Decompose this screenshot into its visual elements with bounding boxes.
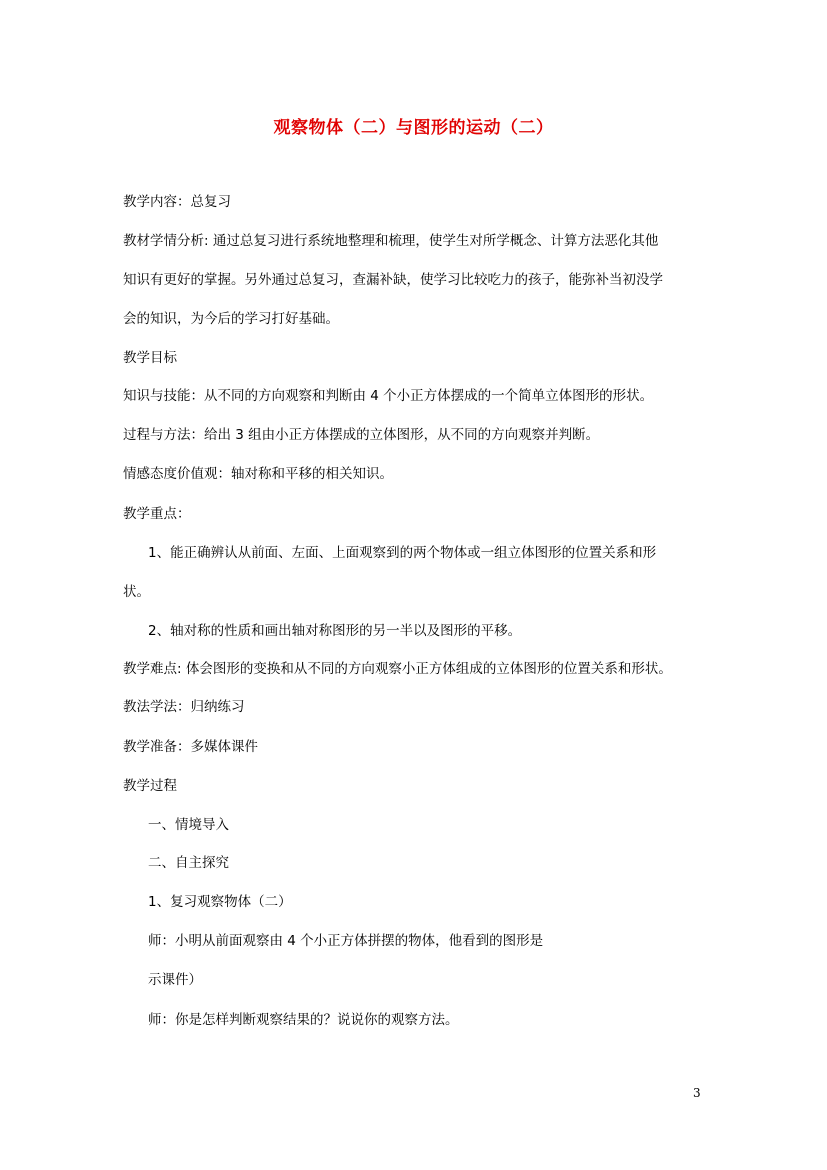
text-line: 教学内容：总复习 xyxy=(123,194,231,210)
text-line: 教学过程 xyxy=(123,778,177,794)
text-line: 一、情境导入 xyxy=(148,817,229,833)
text-line: 教材学情分析: 通过总复习进行系统地整理和梳理，使学生对所学概念、计算方法恶化其他 xyxy=(123,233,659,249)
page-number: 3 xyxy=(693,1086,701,1100)
text-line: 教法学法：归纳练习 xyxy=(123,699,245,715)
text-line: 情感态度价值观：轴对称和平移的相关知识。 xyxy=(123,466,393,482)
text-line: 知识与技能：从不同的方向观察和判断由 4 个小正方体摆成的一个简单立体图形的形状。 xyxy=(123,388,654,404)
text-line: 教学准备：多媒体课件 xyxy=(123,739,258,755)
text-line: 1、能正确辨认从前面、左面、上面观察到的两个物体或一组立体图形的位置关系和形 xyxy=(148,545,657,561)
text-line: 师：小明从前面观察由 4 个小正方体拼摆的物体，他看到的图形是 xyxy=(148,933,544,949)
text-line: 二、自主探究 xyxy=(148,855,229,871)
text-line: 1、复习观察物体（二） xyxy=(148,894,292,910)
text-line: 示课件） xyxy=(148,972,202,988)
text-line: 状。 xyxy=(123,584,150,600)
text-line: 教学目标 xyxy=(123,350,177,366)
text-line: 教学重点： xyxy=(123,506,191,522)
document-title: 观察物体（二）与图形的运动（二） xyxy=(273,118,554,138)
text-line: 师：你是怎样判断观察结果的？说说你的观察方法。 xyxy=(148,1012,459,1028)
text-line: 知识有更好的掌握。另外通过总复习，查漏补缺，使学习比较吃力的孩子，能弥补当初没学 xyxy=(123,272,663,288)
text-line: 教学难点: 体会图形的变换和从不同的方向观察小正方体组成的立体图形的位置关系和形状。 xyxy=(123,661,672,677)
text-line: 会的知识，为今后的学习打好基础。 xyxy=(123,311,339,327)
text-line: 2、轴对称的性质和画出轴对称图形的另一半以及图形的平移。 xyxy=(148,623,522,639)
text-line: 过程与方法：给出 3 组由小正方体摆成的立体图形，从不同的方向观察并判断。 xyxy=(123,427,600,443)
